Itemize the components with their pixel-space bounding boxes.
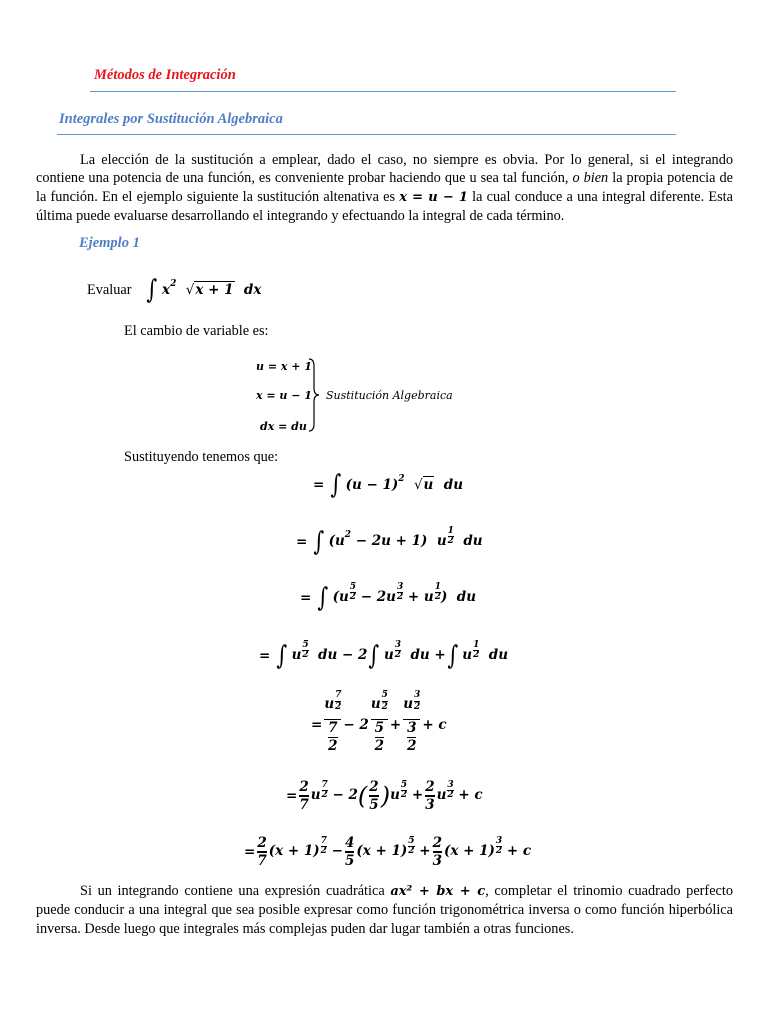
- subs-line-2: x = u − 1: [256, 389, 312, 402]
- intro-text-2: la propia potencia de la función. En el ejemplo siguiente la sustitución altenativa es: [36, 170, 733, 205]
- document-title: Métodos de Integración: [94, 67, 236, 83]
- closing-math: ax² + bx + c: [390, 884, 486, 899]
- substitution-label: Sustitución Algebraica: [326, 389, 453, 402]
- intro-paragraph: [36, 151, 733, 225]
- change-of-variable-text: El cambio de variable es:: [124, 323, 269, 339]
- intro-text-italic: o bien: [572, 170, 609, 187]
- example-heading: Ejemplo 1: [79, 235, 140, 251]
- intro-math: x = u − 1: [399, 189, 468, 205]
- substitution-block: [250, 356, 480, 434]
- title-rule: [90, 91, 676, 92]
- brace-icon: [308, 358, 320, 432]
- intro-text-3: la cual conduce a una integral diferente. Esta última puede evaluarse desarrollando el integrando y efectuando la integral de cada término.: [36, 188, 733, 224]
- intro-text-1: La elección de la sustitución a emplear, dado el caso, no siempre es obvia. Por lo general, si el integrando contiene una potencia de una función, es conveniente probar haciendo que u sea tal función,: [36, 152, 733, 187]
- equation-3: = ∫ (u $\frac{5}{2}$ − 2u $\frac{3}{2}$ + u $\frac{1}{2}$ ) du: [300, 581, 477, 613]
- integrand: $x^2$ √x + 1 dx: [162, 279, 262, 298]
- equation-1: = ∫ $(u - 1)^2$ √u du: [313, 470, 464, 500]
- integral-sign: ∫: [146, 275, 158, 305]
- closing-paragraph: [36, 882, 733, 938]
- subs-line-3: dx = du: [260, 420, 307, 433]
- equation-5: = u $\frac{7}{2}$ $\frac{7}{2}$ − 2 u $\frac{5}{2}$ $\frac{5}{2}$ + u $\frac{3}{2}$ $\frac{3}{2}$ + c: [311, 689, 447, 754]
- closing-text-2: , completar el trinomio cuadrado perfecto puede conducir a una integral que sea posible expresar como función trigonométrica inversa o como función hiperbólica inversa. Desde luego que integrales más complejas puden dar lugar también a otras funciones.: [36, 883, 734, 937]
- evaluate-label: Evaluar: [87, 281, 132, 298]
- equation-6: = $\frac{2}{7}$ u $\frac{7}{2}$ − 2 ( $\frac{2}{5}$ ) u $\frac{5}{2}$ + $\frac{2}{3}$ u $\frac{3}{2}$ + c: [286, 779, 483, 813]
- evaluate-line: [87, 274, 261, 306]
- section-heading: Integrales por Sustitución Algebraica: [59, 111, 283, 127]
- equation-7: = $\frac{2}{7}$ (x + 1) $\frac{7}{2}$ − $\frac{4}{5}$ (x + 1) $\frac{5}{2}$ + $\frac{2}{3}$ (x + 1) $\frac{3}{2}$ + c: [244, 835, 532, 869]
- closing-text-1: Si un integrando contiene una expresión cuadrática: [80, 883, 391, 899]
- subs-line-1: u = x + 1: [256, 360, 312, 373]
- section-rule: [57, 134, 676, 135]
- equation-2: = ∫ $(u^2 - 2u + 1)$ u $\frac{1}{2}$ du: [296, 525, 483, 557]
- equation-4: = ∫ u $\frac{5}{2}$ du − 2 ∫ u $\frac{3}{2}$ du + ∫ u $\frac{1}{2}$ du: [259, 639, 509, 671]
- substituting-text: Sustituyendo tenemos que:: [124, 449, 279, 465]
